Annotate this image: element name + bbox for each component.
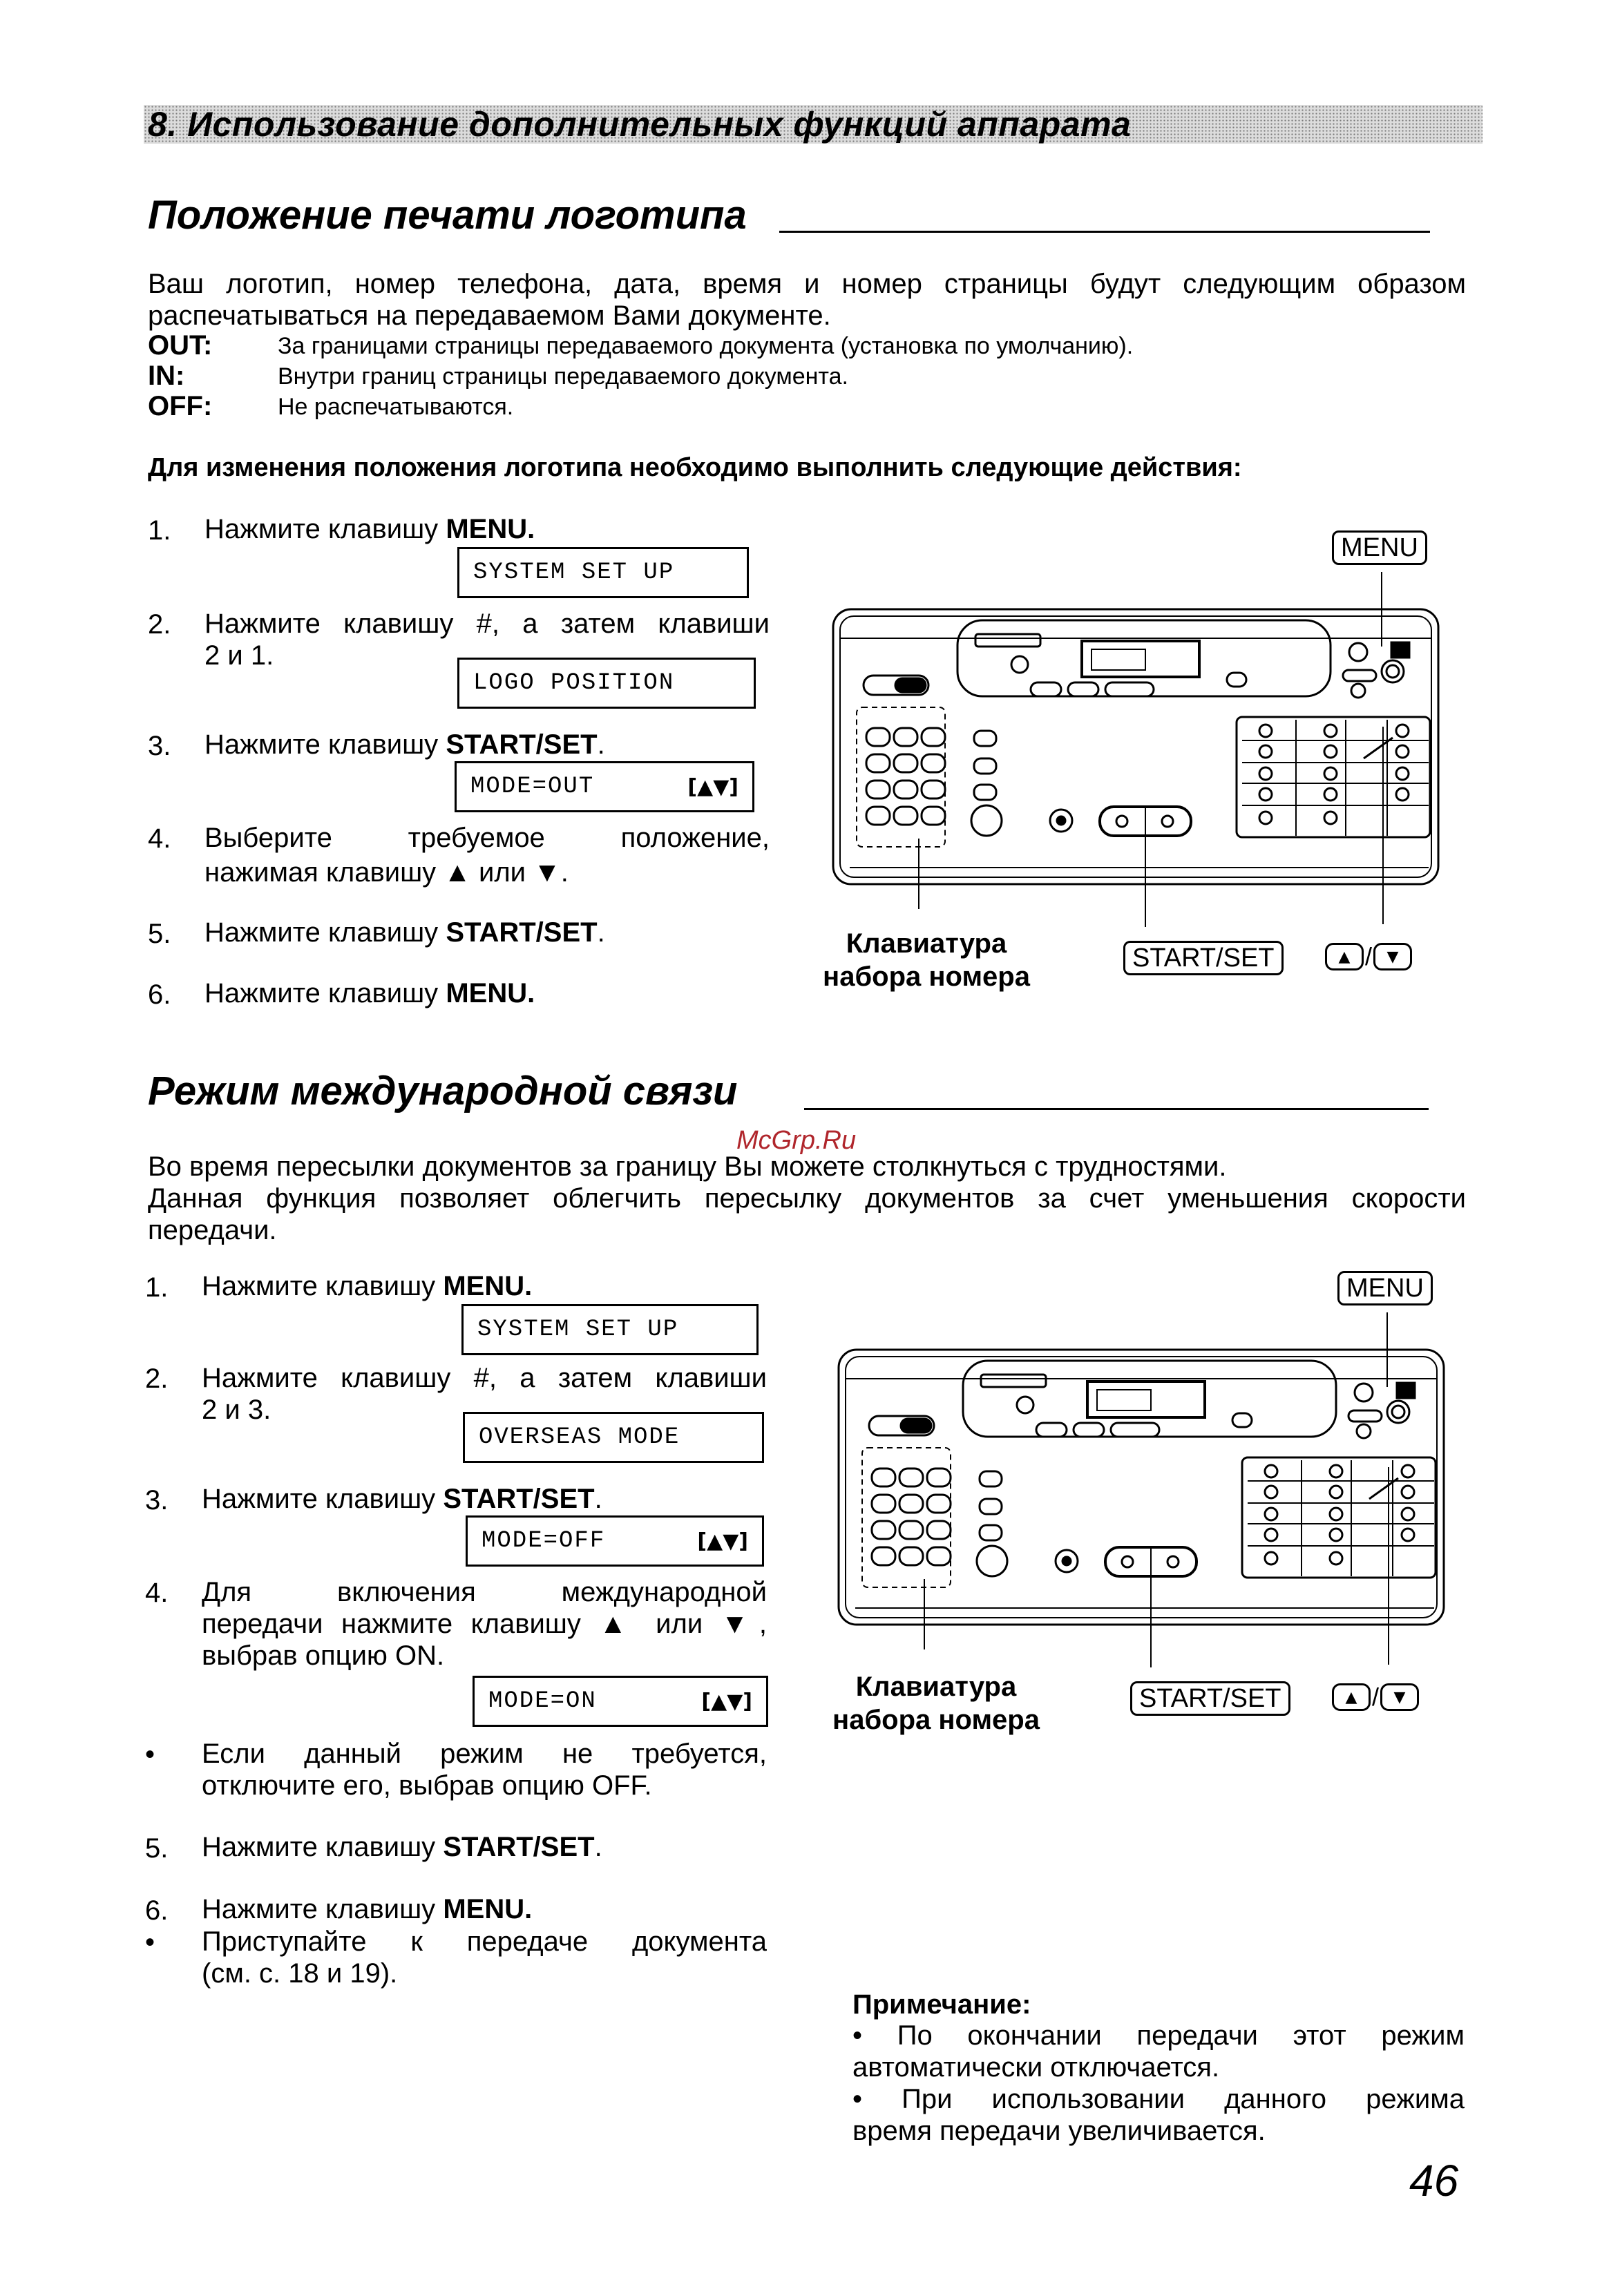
s1-step1 <box>204 513 535 545</box>
note-item2-line1: • При использовании данного режима <box>852 2084 1465 2114</box>
s1-display3-text: MODE=OUT <box>470 774 595 800</box>
s1-step3 <box>204 729 605 760</box>
s2-step4-line2: передачи нажмите клавишу ▲ или ▼, <box>202 1609 767 1639</box>
s2-keypad-label <box>808 1670 1064 1737</box>
s1-step1-key: MENU. <box>446 514 535 544</box>
down-arrow-icon: ▼ <box>1373 943 1412 970</box>
s2-display4-arrows: [▲▼] <box>701 1689 752 1714</box>
s2-step6-key: MENU. <box>443 1894 533 1924</box>
s1-step4-line2: нажимая клавишу ▲ или ▼. <box>204 857 569 888</box>
s2-display2-text: OVERSEAS MODE <box>479 1424 680 1451</box>
s1-step3-text: Нажмите клавишу <box>204 729 439 760</box>
s1-fax-figure <box>826 530 1448 984</box>
option-out-label: OUT: <box>148 330 213 361</box>
s1-display2-text: LOGO POSITION <box>473 670 675 696</box>
s1-keypad-label-line1: Клавиатура <box>846 928 1007 959</box>
s2-step3-suffix: . <box>594 1484 602 1514</box>
option-in-label: IN: <box>148 361 185 391</box>
s2-step1 <box>202 1270 532 1302</box>
s2-step4-num: 4. <box>145 1578 169 1608</box>
s2-step4-line3: выбрав опцию ON. <box>202 1640 445 1671</box>
s2-menu-key-label: MENU <box>1337 1271 1433 1305</box>
up-arrow-icon: ▲ <box>1332 1683 1371 1711</box>
s2-display-mode-on <box>473 1676 768 1727</box>
s2-fax-figure <box>832 1271 1453 1727</box>
s2-arrow-keys: ▲ / ▼ <box>1332 1683 1419 1712</box>
s1-step3-num: 3. <box>148 731 171 761</box>
option-off-text: Не распечатываются. <box>278 394 514 420</box>
s1-step2-num: 2. <box>148 609 171 640</box>
s2-step3-num: 3. <box>145 1485 169 1515</box>
s2-step1-key: MENU. <box>443 1271 533 1301</box>
s2-keypad-label-line1: Клавиатура <box>855 1672 1017 1702</box>
down-arrow-icon: ▼ <box>1380 1683 1419 1711</box>
s1-keypad-label-line2: набора номера <box>823 962 1030 992</box>
s2-display3-arrows: [▲▼] <box>697 1529 748 1553</box>
fax-machine-illustration <box>832 1271 1453 1727</box>
section2-intro-line2: Данная функция позволяет облегчить пересылку документов за счет уменьшения скорости <box>148 1183 1466 1214</box>
section1-title-rule <box>779 231 1430 233</box>
s2-step3 <box>202 1483 602 1515</box>
s2-step5 <box>202 1831 602 1863</box>
note-item1-line2: автоматически отключается. <box>852 2052 1220 2083</box>
option-in-text: Внутри границ страницы передаваемого документа. <box>278 363 848 390</box>
s1-menu-key-label: MENU <box>1332 530 1427 565</box>
section2-intro-line3: передачи. <box>148 1215 277 1245</box>
s1-display3-arrows: [▲▼] <box>687 774 738 799</box>
section1-intro-line2: распечатываться на передаваемом Вами документе. <box>148 300 831 331</box>
s1-step5 <box>204 917 605 948</box>
s1-step4-num: 4. <box>148 823 171 854</box>
option-off-label: OFF: <box>148 391 213 421</box>
s2-step1-num: 1. <box>145 1272 169 1303</box>
s2-step5-text: Нажмите клавишу <box>202 1832 436 1862</box>
s2-step5-key: START/SET <box>443 1832 595 1862</box>
s2-display-mode-off <box>466 1515 764 1567</box>
fax-machine-illustration <box>826 530 1448 984</box>
s2-display-system-setup <box>461 1304 759 1355</box>
s2-step2-line1: Нажмите клавишу #, а затем клавиши <box>202 1363 767 1393</box>
s2-step2-line2: 2 и 3. <box>202 1395 271 1425</box>
s2-step6-num: 6. <box>145 1895 169 1926</box>
s2-keypad-label-line2: набора номера <box>832 1705 1040 1735</box>
s1-start-set-key-label: START/SET <box>1123 941 1284 975</box>
s2-step5-num: 5. <box>145 1833 169 1864</box>
s1-step2-line2: 2 и 1. <box>204 640 274 671</box>
s2-bullet2-mark: • <box>145 1927 155 1958</box>
section2-title: Режим международной связи <box>148 1069 738 1113</box>
s2-display-overseas-mode <box>463 1412 764 1463</box>
section2-title-rule <box>804 1108 1429 1110</box>
s1-step2-line1: Нажмите клавишу #, а затем клавиши <box>204 609 770 639</box>
s2-display4-text: MODE=ON <box>488 1688 597 1714</box>
s1-display-logo-position <box>457 658 756 709</box>
s2-step1-text: Нажмите клавишу <box>202 1271 436 1301</box>
s2-step6-text: Нажмите клавишу <box>202 1894 436 1924</box>
s1-step1-text: Нажмите клавишу <box>204 514 439 544</box>
chapter-header: 8. Использование дополнительных функций аппарата <box>148 105 1132 144</box>
section1-intro-line1: Ваш логотип, номер телефона, дата, время и номер страницы будут следующим образом <box>148 269 1466 299</box>
s2-step6 <box>202 1893 532 1925</box>
section1-title: Положение печати логотипа <box>148 193 747 238</box>
s2-step5-suffix: . <box>594 1832 602 1862</box>
s1-display-system-setup <box>457 547 749 598</box>
s2-bullet1-line1: Если данный режим не требуется, <box>202 1739 767 1769</box>
note-title: Примечание: <box>852 1989 1031 2020</box>
s1-step4-line1: Выберите требуемое положение, <box>204 823 770 853</box>
s1-step6-key: MENU. <box>446 978 535 1008</box>
s1-display1-text: SYSTEM SET UP <box>473 559 675 586</box>
s2-start-set-key-label: START/SET <box>1130 1681 1290 1716</box>
s2-display1-text: SYSTEM SET UP <box>477 1317 679 1343</box>
s2-step3-text: Нажмите клавишу <box>202 1484 436 1514</box>
section2-intro-line1: Во время пересылки документов за границу Вы можете столкнуться с трудностями. <box>148 1151 1227 1182</box>
s1-step6 <box>204 977 535 1009</box>
s1-keypad-label <box>799 927 1054 993</box>
s1-step3-suffix: . <box>597 729 605 760</box>
s2-step4-line1: Для включения международной <box>202 1577 767 1607</box>
s1-display-mode-out <box>455 761 754 812</box>
option-out-text: За границами страницы передаваемого документа (установка по умолчанию). <box>278 333 1134 359</box>
s1-step5-num: 5. <box>148 919 171 949</box>
s2-step2-num: 2. <box>145 1364 169 1394</box>
section1-subheading: Для изменения положения логотипа необходимо выполнить следующие действия: <box>148 453 1242 482</box>
s2-bullet2-line2: (см. с. 18 и 19). <box>202 1958 398 1989</box>
s2-step3-key: START/SET <box>443 1484 595 1514</box>
s1-step5-suffix: . <box>597 917 605 948</box>
s1-step3-key: START/SET <box>446 729 598 760</box>
note-item1-line1: • По окончании передачи этот режим <box>852 2020 1465 2051</box>
s1-step5-key: START/SET <box>446 917 598 948</box>
s2-bullet1-mark: • <box>145 1739 155 1770</box>
s2-display3-text: MODE=OFF <box>482 1528 606 1554</box>
s1-step5-text: Нажмите клавишу <box>204 917 439 948</box>
note-item2-line2: время передачи увеличивается. <box>852 2116 1266 2146</box>
s1-step6-num: 6. <box>148 979 171 1010</box>
s1-step6-text: Нажмите клавишу <box>204 978 439 1008</box>
s2-bullet1-line2: отключите его, выбрав опцию OFF. <box>202 1770 652 1801</box>
s2-bullet2-line1: Приступайте к передаче документа <box>202 1926 767 1957</box>
page-number: 46 <box>1409 2156 1459 2206</box>
s1-arrow-keys: ▲ / ▼ <box>1325 942 1412 971</box>
s1-step1-num: 1. <box>148 515 171 546</box>
up-arrow-icon: ▲ <box>1325 943 1364 970</box>
watermark-text: McGrp.Ru <box>736 1126 857 1155</box>
